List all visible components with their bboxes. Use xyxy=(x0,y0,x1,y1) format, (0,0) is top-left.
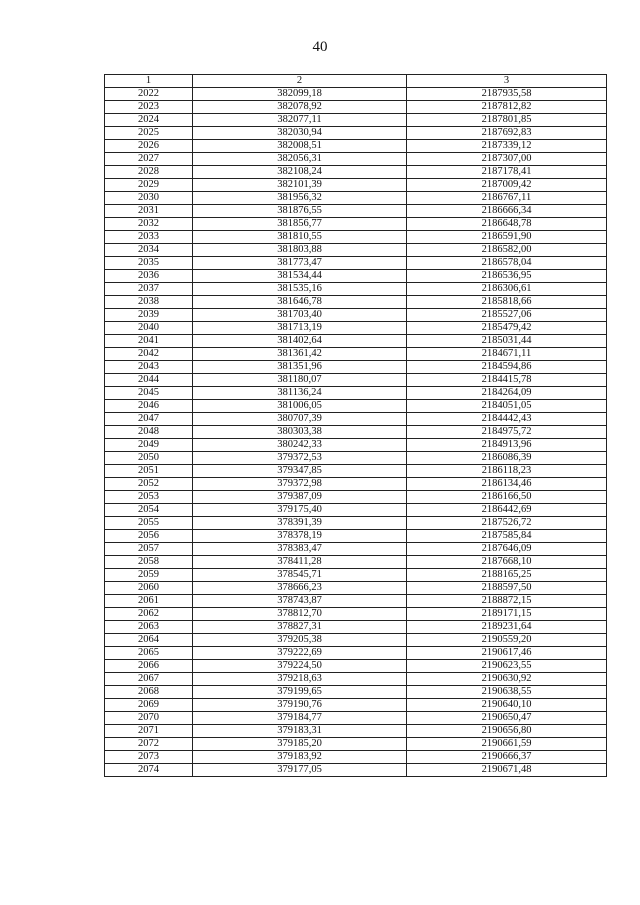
point-number-cell: 2036 xyxy=(105,270,193,283)
x-coordinate-cell: 380707,39 xyxy=(193,413,407,426)
point-number-cell: 2073 xyxy=(105,751,193,764)
y-coordinate-cell: 2186648,78 xyxy=(407,218,607,231)
x-coordinate-cell: 378666,23 xyxy=(193,582,407,595)
table-row xyxy=(105,439,607,452)
y-coordinate-cell: 2187009,42 xyxy=(407,179,607,192)
point-number-cell: 2023 xyxy=(105,101,193,114)
point-number-cell: 2057 xyxy=(105,543,193,556)
y-coordinate-cell: 2187585,84 xyxy=(407,530,607,543)
x-coordinate-cell: 381876,55 xyxy=(193,205,407,218)
x-coordinate-cell: 381856,77 xyxy=(193,218,407,231)
point-number-cell: 2065 xyxy=(105,647,193,660)
y-coordinate-cell: 2187526,72 xyxy=(407,517,607,530)
x-coordinate-cell: 379372,53 xyxy=(193,452,407,465)
y-coordinate-cell: 2187339,12 xyxy=(407,140,607,153)
x-coordinate-cell: 381361,42 xyxy=(193,348,407,361)
x-coordinate-cell: 378812,70 xyxy=(193,608,407,621)
x-coordinate-cell: 378383,47 xyxy=(193,543,407,556)
point-number-cell: 2044 xyxy=(105,374,193,387)
point-number-cell: 2026 xyxy=(105,140,193,153)
table-row xyxy=(105,153,607,166)
table-row xyxy=(105,556,607,569)
x-coordinate-cell: 380242,33 xyxy=(193,439,407,452)
y-coordinate-cell: 2186767,11 xyxy=(407,192,607,205)
point-number-cell: 2034 xyxy=(105,244,193,257)
point-number-cell: 2066 xyxy=(105,660,193,673)
y-coordinate-cell: 2190630,92 xyxy=(407,673,607,686)
y-coordinate-cell: 2187812,82 xyxy=(407,101,607,114)
point-number-cell: 2042 xyxy=(105,348,193,361)
x-coordinate-cell: 380303,38 xyxy=(193,426,407,439)
x-coordinate-cell: 382008,51 xyxy=(193,140,407,153)
point-number-cell: 2046 xyxy=(105,400,193,413)
table-row xyxy=(105,361,607,374)
x-coordinate-cell: 379184,77 xyxy=(193,712,407,725)
table-row xyxy=(105,101,607,114)
table-row xyxy=(105,751,607,764)
x-coordinate-cell: 382099,18 xyxy=(193,88,407,101)
y-coordinate-cell: 2186591,90 xyxy=(407,231,607,244)
point-number-cell: 2063 xyxy=(105,621,193,634)
y-coordinate-cell: 2187935,58 xyxy=(407,88,607,101)
y-coordinate-cell: 2186166,50 xyxy=(407,491,607,504)
point-number-cell: 2051 xyxy=(105,465,193,478)
table-row xyxy=(105,478,607,491)
y-coordinate-cell: 2184264,09 xyxy=(407,387,607,400)
table-row xyxy=(105,738,607,751)
point-number-cell: 2050 xyxy=(105,452,193,465)
table-row xyxy=(105,647,607,660)
table-row xyxy=(105,192,607,205)
point-number-cell: 2028 xyxy=(105,166,193,179)
y-coordinate-cell: 2188872,15 xyxy=(407,595,607,608)
table-row xyxy=(105,764,607,777)
point-number-cell: 2040 xyxy=(105,322,193,335)
column-header-3: 3 xyxy=(407,75,607,88)
table-row xyxy=(105,309,607,322)
x-coordinate-cell: 381803,88 xyxy=(193,244,407,257)
y-coordinate-cell: 2184594,86 xyxy=(407,361,607,374)
point-number-cell: 2059 xyxy=(105,569,193,582)
table-row xyxy=(105,296,607,309)
y-coordinate-cell: 2188165,25 xyxy=(407,569,607,582)
point-number-cell: 2064 xyxy=(105,634,193,647)
y-coordinate-cell: 2190656,80 xyxy=(407,725,607,738)
point-number-cell: 2055 xyxy=(105,517,193,530)
table-row xyxy=(105,569,607,582)
y-coordinate-cell: 2185479,42 xyxy=(407,322,607,335)
table-row xyxy=(105,673,607,686)
y-coordinate-cell: 2186086,39 xyxy=(407,452,607,465)
table-row xyxy=(105,335,607,348)
y-coordinate-cell: 2186582,00 xyxy=(407,244,607,257)
point-number-cell: 2068 xyxy=(105,686,193,699)
x-coordinate-cell: 381534,44 xyxy=(193,270,407,283)
point-number-cell: 2054 xyxy=(105,504,193,517)
table-row xyxy=(105,140,607,153)
y-coordinate-cell: 2185818,66 xyxy=(407,296,607,309)
x-coordinate-cell: 379222,69 xyxy=(193,647,407,660)
table-row xyxy=(105,426,607,439)
x-coordinate-cell: 378411,28 xyxy=(193,556,407,569)
y-coordinate-cell: 2187692,83 xyxy=(407,127,607,140)
x-coordinate-cell: 378827,31 xyxy=(193,621,407,634)
x-coordinate-cell: 378545,71 xyxy=(193,569,407,582)
table-row xyxy=(105,387,607,400)
point-number-cell: 2052 xyxy=(105,478,193,491)
x-coordinate-cell: 379183,31 xyxy=(193,725,407,738)
y-coordinate-cell: 2190640,10 xyxy=(407,699,607,712)
point-number-cell: 2039 xyxy=(105,309,193,322)
point-number-cell: 2047 xyxy=(105,413,193,426)
x-coordinate-cell: 382077,11 xyxy=(193,114,407,127)
table-body xyxy=(105,88,607,777)
table-row xyxy=(105,621,607,634)
point-number-cell: 2038 xyxy=(105,296,193,309)
table-row xyxy=(105,712,607,725)
point-number-cell: 2032 xyxy=(105,218,193,231)
point-number-cell: 2049 xyxy=(105,439,193,452)
x-coordinate-cell: 379347,85 xyxy=(193,465,407,478)
y-coordinate-cell: 2184415,78 xyxy=(407,374,607,387)
x-coordinate-cell: 381180,07 xyxy=(193,374,407,387)
x-coordinate-cell: 381713,19 xyxy=(193,322,407,335)
column-header-1: 1 xyxy=(105,75,193,88)
x-coordinate-cell: 379224,50 xyxy=(193,660,407,673)
table-row xyxy=(105,400,607,413)
y-coordinate-cell: 2184671,11 xyxy=(407,348,607,361)
x-coordinate-cell: 381136,24 xyxy=(193,387,407,400)
y-coordinate-cell: 2184913,96 xyxy=(407,439,607,452)
x-coordinate-cell: 379372,98 xyxy=(193,478,407,491)
y-coordinate-cell: 2190623,55 xyxy=(407,660,607,673)
point-number-cell: 2027 xyxy=(105,153,193,166)
table-row xyxy=(105,179,607,192)
x-coordinate-cell: 381006,05 xyxy=(193,400,407,413)
x-coordinate-cell: 381402,64 xyxy=(193,335,407,348)
y-coordinate-cell: 2186118,23 xyxy=(407,465,607,478)
table-row xyxy=(105,517,607,530)
table-row xyxy=(105,257,607,270)
point-number-cell: 2041 xyxy=(105,335,193,348)
table-row xyxy=(105,582,607,595)
table-row xyxy=(105,231,607,244)
table-row xyxy=(105,348,607,361)
x-coordinate-cell: 382056,31 xyxy=(193,153,407,166)
y-coordinate-cell: 2186666,34 xyxy=(407,205,607,218)
y-coordinate-cell: 2185031,44 xyxy=(407,335,607,348)
x-coordinate-cell: 381810,55 xyxy=(193,231,407,244)
table-row xyxy=(105,634,607,647)
point-number-cell: 2037 xyxy=(105,283,193,296)
table-row xyxy=(105,699,607,712)
point-number-cell: 2069 xyxy=(105,699,193,712)
table-row xyxy=(105,543,607,556)
x-coordinate-cell: 378378,19 xyxy=(193,530,407,543)
x-coordinate-cell: 381646,78 xyxy=(193,296,407,309)
x-coordinate-cell: 382108,24 xyxy=(193,166,407,179)
table-row xyxy=(105,88,607,101)
y-coordinate-cell: 2184051,05 xyxy=(407,400,607,413)
x-coordinate-cell: 378391,39 xyxy=(193,517,407,530)
point-number-cell: 2058 xyxy=(105,556,193,569)
point-number-cell: 2048 xyxy=(105,426,193,439)
y-coordinate-cell: 2187668,10 xyxy=(407,556,607,569)
point-number-cell: 2072 xyxy=(105,738,193,751)
y-coordinate-cell: 2185527,06 xyxy=(407,309,607,322)
table-row xyxy=(105,322,607,335)
column-header-2: 2 xyxy=(193,75,407,88)
table-header-row xyxy=(105,75,607,88)
table-row xyxy=(105,686,607,699)
table-row xyxy=(105,530,607,543)
table-row xyxy=(105,114,607,127)
table-row xyxy=(105,660,607,673)
x-coordinate-cell: 381773,47 xyxy=(193,257,407,270)
table-row xyxy=(105,374,607,387)
table-row xyxy=(105,127,607,140)
point-number-cell: 2074 xyxy=(105,764,193,777)
table-row xyxy=(105,452,607,465)
point-number-cell: 2031 xyxy=(105,205,193,218)
y-coordinate-cell: 2190617,46 xyxy=(407,647,607,660)
x-coordinate-cell: 379175,40 xyxy=(193,504,407,517)
point-number-cell: 2056 xyxy=(105,530,193,543)
point-number-cell: 2045 xyxy=(105,387,193,400)
y-coordinate-cell: 2184442,43 xyxy=(407,413,607,426)
y-coordinate-cell: 2187801,85 xyxy=(407,114,607,127)
point-number-cell: 2071 xyxy=(105,725,193,738)
x-coordinate-cell: 379387,09 xyxy=(193,491,407,504)
y-coordinate-cell: 2190666,37 xyxy=(407,751,607,764)
y-coordinate-cell: 2187307,00 xyxy=(407,153,607,166)
table-row xyxy=(105,504,607,517)
point-number-cell: 2022 xyxy=(105,88,193,101)
table-row xyxy=(105,725,607,738)
point-number-cell: 2029 xyxy=(105,179,193,192)
x-coordinate-cell: 379190,76 xyxy=(193,699,407,712)
x-coordinate-cell: 381703,40 xyxy=(193,309,407,322)
y-coordinate-cell: 2189231,64 xyxy=(407,621,607,634)
y-coordinate-cell: 2190650,47 xyxy=(407,712,607,725)
table-row xyxy=(105,218,607,231)
table-row xyxy=(105,244,607,257)
y-coordinate-cell: 2190661,59 xyxy=(407,738,607,751)
table-row xyxy=(105,166,607,179)
y-coordinate-cell: 2186306,61 xyxy=(407,283,607,296)
table-row xyxy=(105,283,607,296)
point-number-cell: 2043 xyxy=(105,361,193,374)
point-number-cell: 2033 xyxy=(105,231,193,244)
point-number-cell: 2053 xyxy=(105,491,193,504)
x-coordinate-cell: 382101,39 xyxy=(193,179,407,192)
x-coordinate-cell: 379205,38 xyxy=(193,634,407,647)
x-coordinate-cell: 381535,16 xyxy=(193,283,407,296)
x-coordinate-cell: 379199,65 xyxy=(193,686,407,699)
y-coordinate-cell: 2186536,95 xyxy=(407,270,607,283)
x-coordinate-cell: 379177,05 xyxy=(193,764,407,777)
y-coordinate-cell: 2190671,48 xyxy=(407,764,607,777)
y-coordinate-cell: 2186578,04 xyxy=(407,257,607,270)
x-coordinate-cell: 379218,63 xyxy=(193,673,407,686)
x-coordinate-cell: 378743,87 xyxy=(193,595,407,608)
y-coordinate-cell: 2187646,09 xyxy=(407,543,607,556)
point-number-cell: 2060 xyxy=(105,582,193,595)
point-number-cell: 2025 xyxy=(105,127,193,140)
table-row xyxy=(105,491,607,504)
coordinates-table xyxy=(104,74,607,777)
table-row xyxy=(105,608,607,621)
point-number-cell: 2070 xyxy=(105,712,193,725)
point-number-cell: 2030 xyxy=(105,192,193,205)
x-coordinate-cell: 382078,92 xyxy=(193,101,407,114)
point-number-cell: 2062 xyxy=(105,608,193,621)
x-coordinate-cell: 381351,96 xyxy=(193,361,407,374)
x-coordinate-cell: 382030,94 xyxy=(193,127,407,140)
point-number-cell: 2067 xyxy=(105,673,193,686)
y-coordinate-cell: 2184975,72 xyxy=(407,426,607,439)
point-number-cell: 2061 xyxy=(105,595,193,608)
y-coordinate-cell: 2186442,69 xyxy=(407,504,607,517)
point-number-cell: 2035 xyxy=(105,257,193,270)
table-row xyxy=(105,413,607,426)
y-coordinate-cell: 2190638,55 xyxy=(407,686,607,699)
x-coordinate-cell: 381956,32 xyxy=(193,192,407,205)
table-row xyxy=(105,465,607,478)
y-coordinate-cell: 2189171,15 xyxy=(407,608,607,621)
x-coordinate-cell: 379185,20 xyxy=(193,738,407,751)
table-row xyxy=(105,595,607,608)
y-coordinate-cell: 2188597,50 xyxy=(407,582,607,595)
y-coordinate-cell: 2186134,46 xyxy=(407,478,607,491)
point-number-cell: 2024 xyxy=(105,114,193,127)
x-coordinate-cell: 379183,92 xyxy=(193,751,407,764)
page-number: 40 xyxy=(312,39,328,55)
table-row xyxy=(105,205,607,218)
table-row xyxy=(105,270,607,283)
y-coordinate-cell: 2187178,41 xyxy=(407,166,607,179)
y-coordinate-cell: 2190559,20 xyxy=(407,634,607,647)
